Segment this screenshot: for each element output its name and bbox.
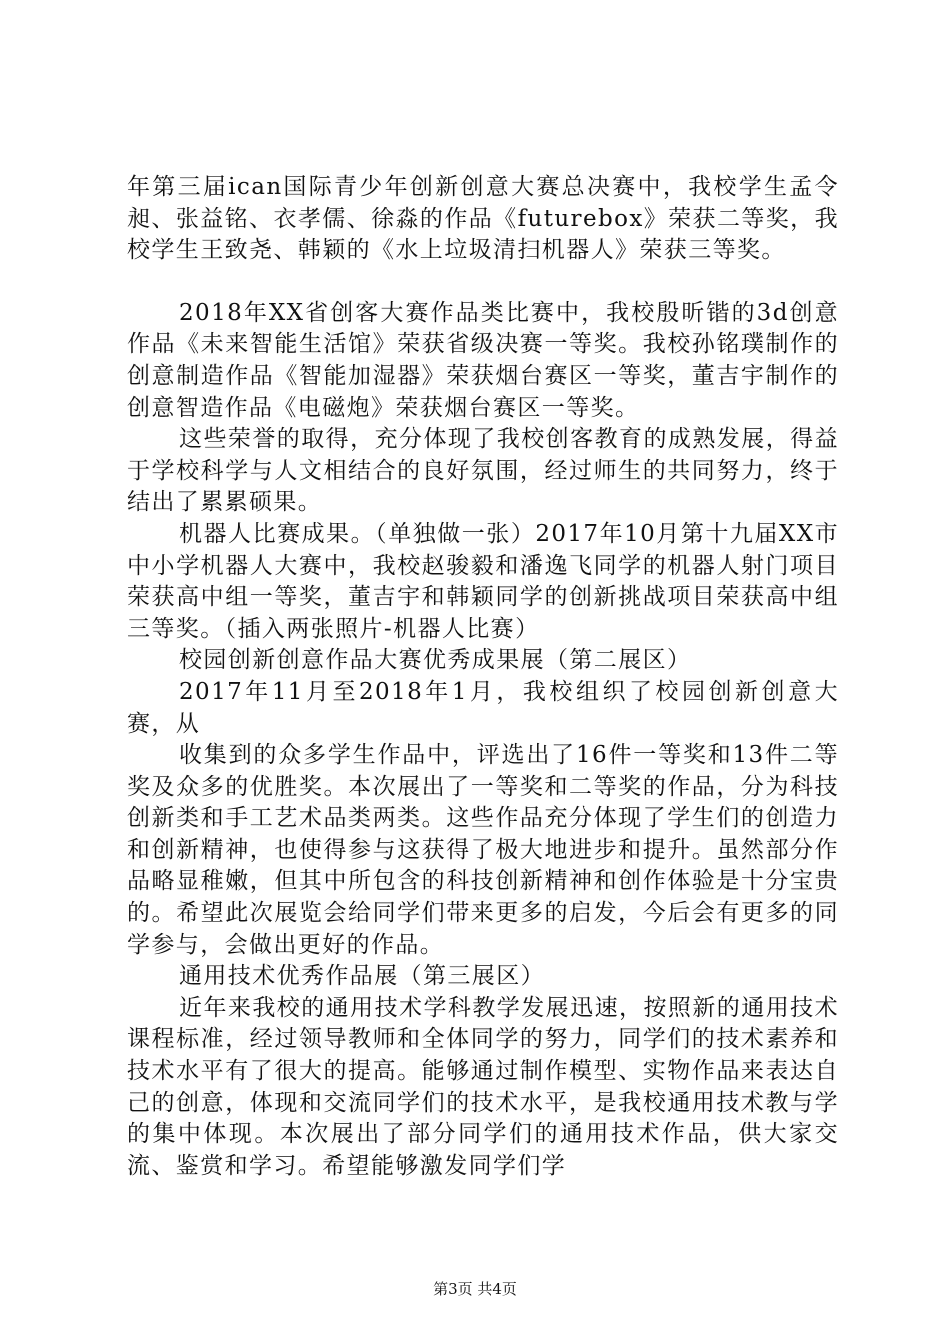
paragraph-general-technology: 近年来我校的通用技术学科教学发展迅速，按照新的通用技术课程标准，经过领导教师和全体同学的努力，同学们的技术素养和技术水平有了很大的提高。能够通过制作模型、实物作品来表达自己的创意，体现和交流同学们的技术水平，是我校通用技术教与学的集中体现。本次展出了部分同学们的通用技术作品，供大家交流、鉴赏和学习。希望能够激发同学们学 (127, 994, 839, 1179)
paragraph-honors-summary: 这些荣誉的取得，充分体现了我校创客教育的成熟发展，得益于学校科学与人文相结合的良好氛围，经过师生的共同努力，终于结出了累累硕果。 (127, 426, 839, 516)
paragraph-ican-awards: 年第三届ican国际青少年创新创意大赛总决赛中，我校学生孟令昶、张益铭、衣孝儒、徐淼的作品《futurebox》荣获二等奖，我校学生王致尧、韩颖的《水上垃圾清扫机器人》荣获三等奖。 (127, 174, 839, 264)
paragraph-maker-contest: 2018年XX省创客大赛作品类比赛中，我校殷昕锴的3d创意作品《未来智能生活馆》荣获省级决赛一等奖。我校孙铭璞制作的创意制造作品《智能加湿器》荣获烟台赛区一等奖，董吉宇制作的创意智造作品《电磁炮》荣获烟台赛区一等奖。 (127, 299, 839, 421)
heading-third-exhibition: 通用技术优秀作品展（第三展区） (179, 963, 545, 990)
paragraph-campus-contest-details: 收集到的众多学生作品中，评选出了16件一等奖和13件二等奖及众多的优胜奖。本次展出了一等奖和二等奖的作品，分为科技创新类和手工艺术品类两类。这些作品充分体现了学生们的创造力和创新精神，也使得参与这获得了极大地进步和提升。虽然部分作品略显稚嫩，但其中所包含的科技创新精神和创作体验是十分宝贵的。希望此次展览会给同学们带来更多的启发，今后会有更多的同学参与，会做出更好的作品。 (127, 742, 839, 958)
paragraph-robot-results: 机器人比赛成果。（单独做一张）2017年10月第十九届XX市中小学机器人大赛中，我校赵骏毅和潘逸飞同学的机器人射门项目荣获高中组一等奖，董吉宇和韩颖同学的创新挑战项目荣获高中组三等奖。（插入两张照片-机器人比赛） (127, 520, 839, 642)
document-body (127, 172, 839, 1182)
heading-second-exhibition: 校园创新创意作品大赛优秀成果展（第二展区） (179, 647, 692, 674)
paragraph-campus-contest-intro: 2017年11月至2018年1月，我校组织了校园创新创意大赛，从 (127, 678, 839, 737)
page-number-footer: 第3页 共4页 (433, 1280, 517, 1298)
